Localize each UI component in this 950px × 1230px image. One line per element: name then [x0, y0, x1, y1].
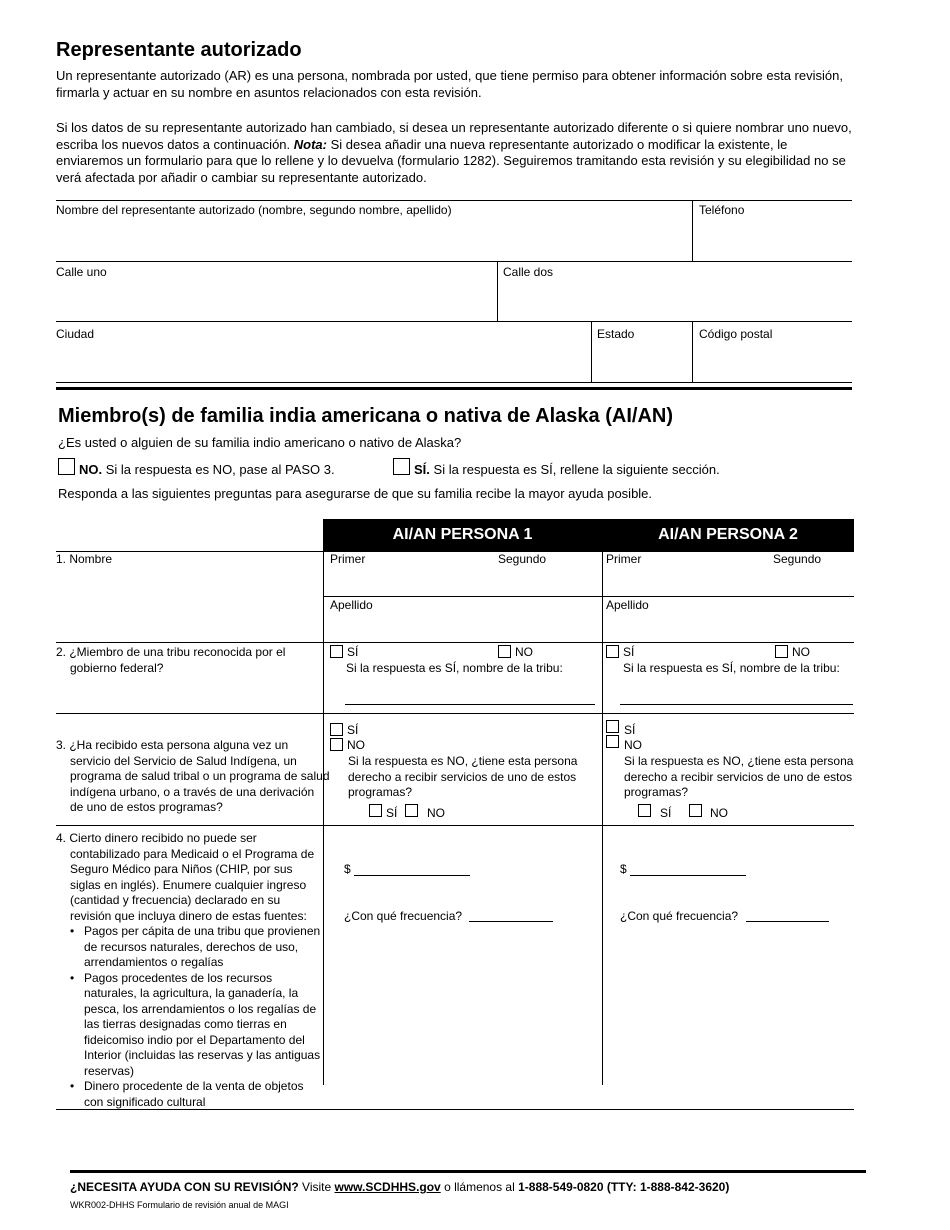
p1-frequency-input[interactable] [469, 921, 553, 922]
col-header-person-2: AI/AN PERSONA 2 [602, 519, 854, 551]
p1-q3-eligible-no-checkbox[interactable] [405, 804, 418, 817]
ar-city-field[interactable] [56, 343, 591, 381]
p2-frequency-input[interactable] [746, 921, 829, 922]
footer-help: ¿NECESITA AYUDA CON SU REVISIÓN? Visite www.SCDHHS.gov o llámenos al 1-888-549-0820 (TTY: 1-888-842-3620) [70, 1180, 730, 1194]
ar-state-field[interactable] [592, 343, 692, 381]
p1-tribe-label: Si la respuesta es SÍ, nombre de la tribu: [346, 661, 563, 675]
q3-label: 3. ¿Ha recibido esta persona alguna vez un servicio del Servicio de Salud Indígena, un programa de salud tribal o un programa de salud indígena urbano, o a través de una derivación de uno de estos programas? [56, 738, 330, 814]
divider [323, 596, 854, 597]
ar-phone-label: Teléfono [699, 203, 745, 217]
aian-instruction: Responda a las siguientes preguntas para asegurarse de que su familia recibe la mayor ayuda posible. [58, 486, 653, 501]
ar-street1-label: Calle uno [56, 265, 107, 279]
ar-street2-label: Calle dos [503, 265, 554, 279]
p1-q3-no-checkbox[interactable] [330, 738, 343, 751]
p2-middle-label: Segundo [773, 552, 822, 566]
ar-city-label: Ciudad [56, 327, 95, 341]
divider [56, 551, 854, 552]
divider [56, 200, 852, 201]
col-header-person-1: AI/AN PERSONA 1 [323, 519, 602, 551]
p2-q2-yes-checkbox[interactable] [606, 645, 619, 658]
p1-frequency-label: ¿Con qué frecuencia? [344, 909, 463, 923]
p1-first-label: Primer [330, 552, 366, 566]
divider [56, 321, 852, 322]
p1-q3-yes-checkbox[interactable] [330, 723, 343, 736]
p1-amount-input[interactable] [354, 875, 470, 876]
ar-phone-field[interactable] [693, 220, 852, 260]
p2-q2-no-checkbox[interactable] [775, 645, 788, 658]
q2-label: 2. ¿Miembro de una tribu reconocida por el gobierno federal? [56, 645, 286, 675]
divider [56, 642, 854, 643]
footer-website-link[interactable]: www.SCDHHS.gov [334, 1180, 441, 1194]
p1-q2-yes-label: SÍ [347, 645, 359, 659]
q4-bullet: • Pagos per cápita de una tribu que provienen de recursos naturales, derechos de uso, arrendamientos o regalías [56, 924, 322, 971]
ar-zip-label: Código postal [699, 327, 773, 341]
ar-name-label: Nombre del representante autorizado (nombre, segundo nombre, apellido) [56, 203, 452, 217]
section-title-aian: Miembro(s) de familia india americana o nativa de Alaska (AI/AN) [58, 405, 673, 427]
p1-first-middle-field[interactable] [324, 568, 601, 596]
p1-q3-eligible-yes-checkbox[interactable] [369, 804, 382, 817]
p1-q2-yes-checkbox[interactable] [330, 645, 343, 658]
divider [56, 713, 854, 714]
ar-note-paragraph: Si los datos de su representante autorizado han cambiado, si desea un representante autorizado diferente o si quiere nombrar uno nuevo, escriba los nuevos datos a continuación. Nota: Si desea añadir una nueva representante autorizado o modificar la existente, le enviaremos un formulario para que lo rellene y lo devuelva (formulario 1282). Seguiremos tramitando esta revisión y su elegibilidad no se verá afectada por añadir o cambiar su representante autorizado. [56, 120, 852, 185]
ar-intro-paragraph: Un representante autorizado (AR) es una persona, nombrada por usted, que tiene permiso para obtener información sobre esta revisión, firmarla y actuar en su nombre en asuntos relacionados con esta revisión. [56, 68, 843, 100]
divider [56, 382, 852, 383]
p2-first-label: Primer [606, 552, 642, 566]
aian-no-label: NO. Si la respuesta es NO, pase al PASO 3. [79, 462, 335, 477]
p2-first-middle-field[interactable] [603, 568, 854, 596]
p1-last-label: Apellido [330, 598, 373, 612]
p1-q2-no-checkbox[interactable] [498, 645, 511, 658]
p1-middle-label: Segundo [498, 552, 547, 566]
p2-amount-label: $ [620, 862, 627, 876]
p2-q3-followup: Si la respuesta es NO, ¿tiene esta persona derecho a recibir servicios de uno de estos programas? [624, 754, 854, 799]
divider [56, 825, 854, 826]
divider [56, 1109, 854, 1110]
p1-q2-no-label: NO [515, 645, 533, 659]
p2-q3-yes-checkbox[interactable] [606, 720, 619, 733]
aian-no-checkbox[interactable] [58, 458, 75, 475]
aian-question: ¿Es usted o alguien de su familia indio americano o nativo de Alaska? [58, 435, 462, 450]
p2-q3-eligible-yes-label: SÍ [660, 806, 672, 820]
footer-rule [70, 1170, 866, 1173]
ar-state-label: Estado [597, 327, 635, 341]
p2-q3-eligible-yes-checkbox[interactable] [638, 804, 651, 817]
p2-tribe-label: Si la respuesta es SÍ, nombre de la tribu: [623, 661, 840, 675]
p1-last-field[interactable] [324, 614, 601, 642]
p2-last-field[interactable] [603, 614, 854, 642]
aian-yes-label: SÍ. Si la respuesta es SÍ, rellene la siguiente sección. [414, 462, 720, 477]
p2-q2-no-label: NO [792, 645, 810, 659]
p1-q3-eligible-yes-label: SÍ [386, 806, 398, 820]
ar-street1-field[interactable] [56, 282, 497, 321]
p2-tribe-input[interactable] [620, 704, 853, 705]
q4-bullet: • Dinero procedente de la venta de objetos con significado cultural [56, 1079, 322, 1110]
p2-frequency-label: ¿Con qué frecuencia? [620, 909, 739, 923]
p2-q3-no-label: NO [624, 738, 642, 752]
footer-form-id: WKR002-DHHS Formulario de revisión anual de MAGI [70, 1200, 289, 1210]
p1-q3-eligible-no-label: NO [427, 806, 445, 820]
q4-bullet: • Pagos procedentes de los recursos naturales, la agricultura, la ganadería, la pesca, los arrendamientos o los regalías de las tierras designadas como tierras en fideicomiso indio por el Departamento del Interior (incluidas las reservas y las antiguas reservas) [56, 971, 322, 1080]
p2-amount-input[interactable] [630, 875, 746, 876]
p1-amount-label: $ [344, 862, 351, 876]
ar-street2-field[interactable] [498, 282, 852, 321]
p2-last-label: Apellido [606, 598, 649, 612]
section-title-authorized-rep: Representante autorizado [56, 39, 302, 61]
ar-zip-field[interactable] [693, 343, 852, 381]
p1-q3-yes-label: SÍ [347, 723, 359, 737]
ar-name-field[interactable] [56, 220, 692, 260]
aian-yes-checkbox[interactable] [393, 458, 410, 475]
p2-q3-eligible-no-checkbox[interactable] [689, 804, 702, 817]
p2-q3-yes-label: SÍ [624, 723, 636, 737]
p1-tribe-input[interactable] [345, 704, 595, 705]
q4-label: 4. Cierto dinero recibido no puede ser contabilizado para Medicaid o el Programa de Seguro Médico para Niños (CHIP, por sus siglas en inglés). Enumere cualquier ingreso (cantidad y frecuencia) declarado en su revisión que incluya dinero de estas fuentes: • Pagos per cápita de una tribu que provienen de recursos naturales, derechos de uso, arrendamientos o regalías • Pagos procedentes de los recursos naturales, la agricultura, la ganadería, la pesca, los arrendamientos o los regalías de las tierras designadas como tierras en fideicomiso indio por el Departamento del Interior (incluidas las reservas y las antiguas reservas) • Dinero procedente de la venta de objetos con significado cultural [56, 831, 322, 1110]
p1-q3-followup: Si la respuesta es NO, ¿tiene esta persona derecho a recibir servicios de uno de estos programas? [348, 754, 578, 799]
p2-q3-no-checkbox[interactable] [606, 735, 619, 748]
q1-label: 1. Nombre [56, 552, 113, 566]
p1-q3-no-label: NO [347, 738, 365, 752]
divider [56, 261, 852, 262]
section-rule [56, 387, 852, 390]
p2-q2-yes-label: SÍ [623, 645, 635, 659]
p2-q3-eligible-no-label: NO [710, 806, 728, 820]
